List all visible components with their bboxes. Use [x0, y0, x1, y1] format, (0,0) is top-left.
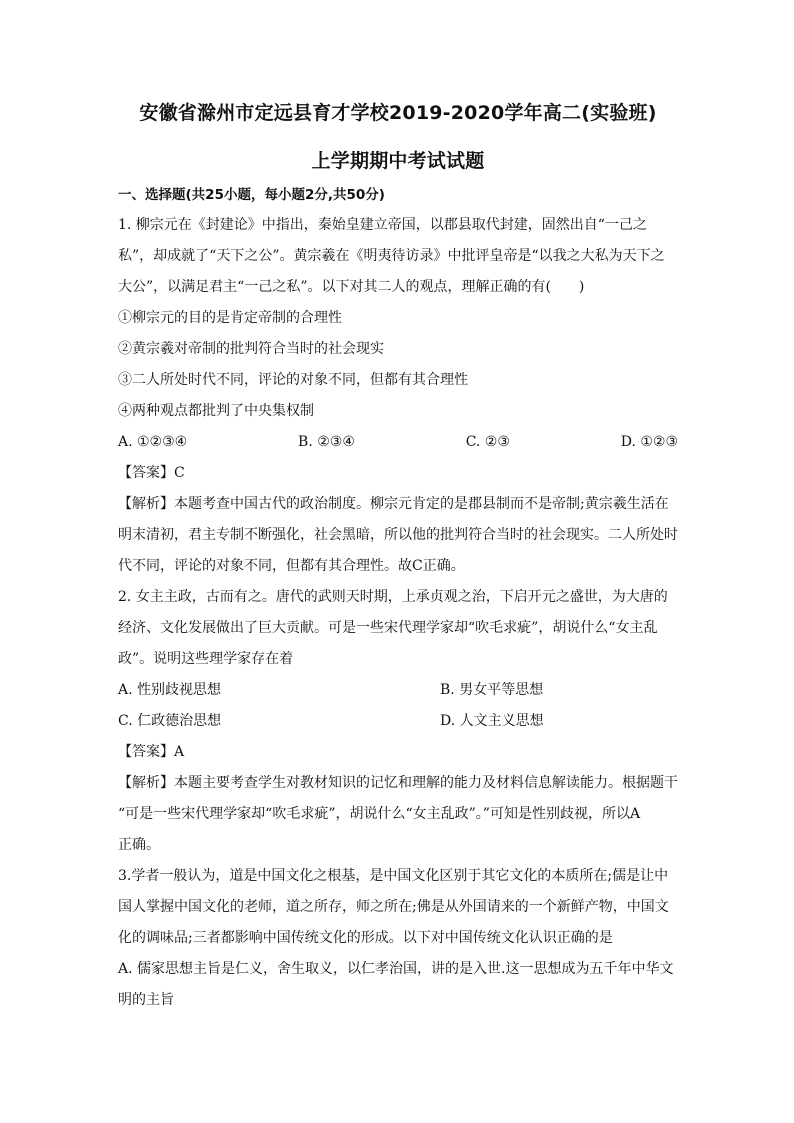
- question-stem-line: 经济、文化发展做出了巨大贡献。可是一些宋代理学家却“吹毛求疵”，胡说什么“女主乱: [118, 620, 658, 636]
- analysis-line: 【解析】本题主要考查学生对教材知识的记忆和理解的能力及材料信息解读能力。根据题干: [118, 775, 678, 791]
- question-stem-line: 2. 女主主政，古而有之。唐代的武则天时期，上承贞观之治，下启开元之盛世，为大唐的: [118, 589, 668, 605]
- statement-item: ④两种观点都批判了中央集权制: [118, 403, 314, 419]
- option-d: D. 人文主义思想: [440, 713, 544, 729]
- statement-item: ②黄宗羲对帝制的批判符合当时的社会现实: [118, 341, 384, 357]
- analysis-line: “可是一些宋代理学家却“吹毛求疵”，胡说什么“女主乱政”。”可知是性别歧视，所以A: [118, 806, 641, 822]
- options-row: [118, 675, 678, 706]
- option-b: B. ②③④: [298, 434, 355, 450]
- question-1: [118, 210, 678, 582]
- analysis-line: 【解析】本题考查中国古代的政治制度。柳宗元肯定的是郡县制而不是帝制;黄宗羲生活在: [118, 496, 669, 512]
- option-a: A. ①②③④: [118, 434, 188, 450]
- option-c: C. 仁政德治思想: [118, 713, 222, 729]
- answer-label: 【答案】C: [118, 465, 185, 481]
- question-stem-line: 国人掌握中国文化的老师，道之所存，师之所在;佛是从外国请来的一个新鲜产物，中国文: [118, 899, 669, 915]
- analysis-line: 代不同，评论的对象不同，但都有其合理性。故C正确。: [118, 558, 465, 574]
- analysis-line: 明末清初，君主专制不断强化，社会黑暗，所以他的批判符合当时的社会现实。二人所处时: [118, 527, 678, 543]
- answer-label: 【答案】A: [118, 744, 185, 760]
- document-page: [118, 100, 678, 1016]
- options-row: [118, 427, 678, 458]
- question-stem-line: 政”。说明这些理学家存在着: [118, 651, 294, 667]
- option-d: D. ①②③: [620, 434, 678, 450]
- section-heading: 一、选择题(共25小题，每小题2分,共50分): [118, 187, 385, 203]
- question-stem-line: 私”，却成就了“天下之公”。黄宗羲在《明夷待访录》中批评皇帝是“以我之大私为天下之: [118, 248, 665, 264]
- option-a: A. 性别歧视思想: [118, 682, 222, 698]
- question-stem-line: 3.学者一般认为，道是中国文化之根基，是中国文化区别于其它文化的本质所在;儒是让中: [118, 868, 669, 884]
- statement-item: ①柳宗元的目的是肯定帝制的合理性: [118, 310, 342, 326]
- question-2: [118, 582, 678, 861]
- page-title-line2: 上学期期中考试试题: [311, 150, 485, 172]
- option-b: B. 男女平等思想: [440, 682, 544, 698]
- question-stem-line: 1. 柳宗元在《封建论》中指出，秦始皇建立帝国，以郡县取代封建，固然出自“一己之: [118, 217, 647, 233]
- question-stem-line: 大公”，以满足君主“一己之私”。以下对其二人的观点，理解正确的有( ): [118, 279, 585, 295]
- option-a: A. 儒家思想主旨是仁义，舍生取义，以仁孝治国，讲的是入世.这一思想成为五千年中华文: [118, 961, 674, 977]
- option-a-continued: 明的主旨: [118, 992, 174, 1008]
- options-row: [118, 706, 678, 737]
- statement-item: ③二人所处时代不同，评论的对象不同，但都有其合理性: [118, 372, 468, 388]
- analysis-line: 正确。: [118, 837, 160, 853]
- page-title-line1: 安徽省滁州市定远县育才学校2019-2020学年高二(实验班): [139, 102, 657, 124]
- question-3: [118, 861, 678, 1016]
- option-c: C. ②③: [465, 434, 510, 450]
- question-stem-line: 化的调味品;三者都影响中国传统文化的形成。以下对中国传统文化认识正确的是: [118, 930, 613, 946]
